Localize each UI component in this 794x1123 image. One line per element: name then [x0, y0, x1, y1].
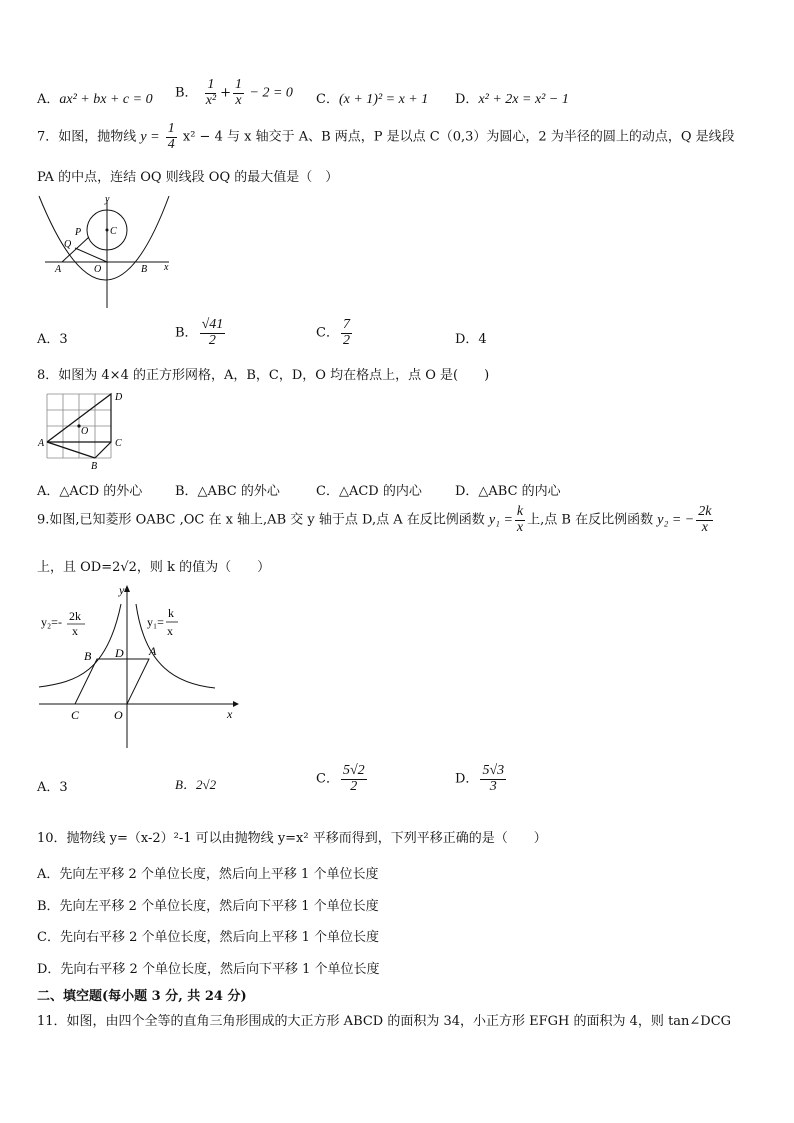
q7-stem-line1: 7．如图，抛物线 y = $\frac{1}{4}$ x² − 4 与 x 轴交于 A、B 两点，P 是以点 C（0,3）为圆心，2 为半径的圆上的动点，Q 是线段	[37, 121, 735, 152]
q10-option-d: D．先向右平移 2 个单位长度，然后向下平移 1 个单位长度	[37, 962, 380, 977]
q8-option-a: A．△ACD 的外心	[37, 484, 143, 499]
q8-fig-label-d: D	[115, 392, 123, 403]
q7-fig-label-x: x	[164, 262, 169, 273]
q7-option-a: A．3	[37, 332, 68, 347]
q9-fig-label-a: A	[149, 644, 157, 658]
q9-rhombus	[75, 659, 149, 704]
q10-option-b: B．先向左平移 2 个单位长度，然后向下平移 1 个单位长度	[37, 899, 379, 914]
q7-fig-label-q: Q	[64, 239, 72, 250]
q9-option-b: B．2√2	[175, 777, 217, 792]
q10-option-a: A．先向左平移 2 个单位长度，然后向上平移 1 个单位长度	[37, 867, 379, 882]
q6-option-c: C．(x + 1)² = x + 1	[316, 92, 429, 107]
q8-stem: 8．如图为 4×4 的正方形网格，A，B，C，D，O 均在格点上，点 O 是( )	[37, 368, 490, 383]
q9-option-c: C． $\frac{5√2}{2}$	[316, 763, 365, 794]
q9-fig-label-o: O	[114, 708, 123, 722]
q9-fig-label-y: y	[119, 583, 125, 597]
q7-option-d: D．4	[455, 332, 487, 347]
q7-fig-label-a: A	[55, 264, 62, 275]
q6-option-b: B． $\frac{1}{\text{x²}}$ + $\frac{1}{x}$ − 2 = 0	[175, 77, 293, 108]
q10-option-c: C．先向右平移 2 个单位长度，然后向上平移 1 个单位长度	[37, 930, 380, 945]
q7-fig-label-b: B	[141, 264, 148, 275]
q7-figure	[37, 192, 177, 310]
svg-text:k: k	[168, 606, 174, 620]
q9-fig-label-d: D	[115, 646, 124, 660]
q9-option-a: A．3	[37, 780, 68, 795]
q10-stem: 10．抛物线 y=（x-2）²-1 可以由抛物线 y=x² 平移而得到，下列平移正确的是（ ）	[37, 831, 547, 846]
q9-stem-line2: 上，且 OD=2√2，则 k 的值为（ ）	[37, 560, 271, 575]
q7-fig-label-p: P	[75, 227, 82, 238]
q7-fig-label-o: O	[94, 264, 102, 275]
q7-fig-label-y: y	[105, 194, 110, 205]
q9-stem-line1: 9.如图,已知菱形 OABC ,OC 在 x 轴上,AB 交 y 轴于点 D,点 A 在反比例函数 y₁ = $\frac{k}{x}$ 上,点 B 在反比例函数 y₂ = − $\frac{2k}{x}$	[37, 504, 712, 535]
q7-fig-label-c: C	[110, 226, 117, 237]
section-heading-fill-in: 二、填空题(每小题 3 分, 共 24 分)	[37, 989, 247, 1004]
q7-stem-line2: PA 的中点，连结 OQ 则线段 OQ 的最大值是（ ）	[37, 170, 339, 185]
q8-fig-label-a: A	[38, 438, 45, 449]
q8-option-d: D．△ABC 的内心	[455, 484, 561, 499]
svg-text:2k: 2k	[69, 609, 81, 623]
svg-text:x: x	[72, 624, 78, 638]
svg-text:x: x	[167, 624, 173, 638]
q8-fig-label-b: B	[91, 461, 98, 472]
q9-fig-label-c: C	[71, 708, 80, 722]
q9-fig-y2-label: y₂=-	[41, 615, 62, 629]
q8-figure	[37, 388, 132, 472]
q7-option-b: B． $\frac{√41}{2}$	[175, 317, 224, 348]
q6-option-a: A．ax² + bx + c = 0	[37, 92, 153, 107]
q9-figure	[37, 582, 242, 752]
q9-fig-label-b: B	[84, 649, 92, 663]
q11-stem: 11．如图，由四个全等的直角三角形围成的大正方形 ABCD 的面积为 34，小正方形 EFGH 的面积为 4，则 tan∠DCG	[37, 1014, 732, 1029]
q8-fig-label-o: O	[81, 426, 89, 437]
q9-fig-label-x: x	[227, 707, 233, 721]
q9-option-d: D． $\frac{5√3}{3}$	[455, 763, 505, 794]
q6-option-d: D．x² + 2x = x² − 1	[455, 92, 569, 107]
q8-option-c: C．△ACD 的内心	[316, 484, 422, 499]
q8-option-b: B．△ABC 的外心	[175, 484, 280, 499]
q7-option-c: C． $\frac{7}{2}$	[316, 317, 350, 348]
q9-fig-y1-label: y₁=	[147, 615, 164, 629]
q8-fig-label-c: C	[115, 438, 122, 449]
